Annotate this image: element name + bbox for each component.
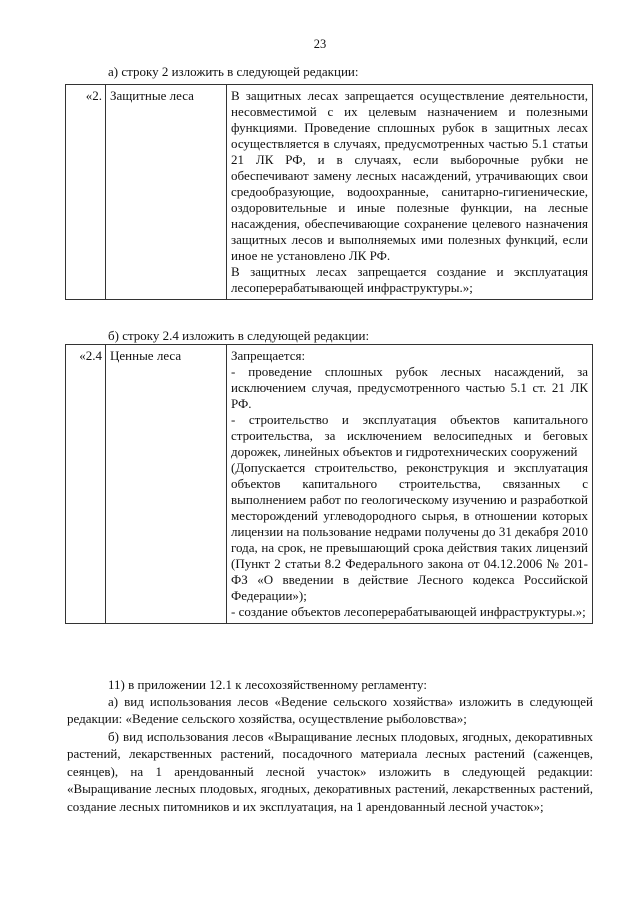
restrictions-heading: Запрещается: (231, 348, 306, 363)
table-row-2 (65, 84, 593, 300)
row-number: «2. (66, 85, 106, 300)
restrictions-cell (227, 85, 593, 300)
page-number: 23 (313, 37, 327, 51)
intro-row-2-4: б) строку 2.4 изложить в следующей редакции: (108, 328, 370, 343)
table-row (66, 85, 593, 300)
intro-row-2: а) строку 2 изложить в следующей редакции: (108, 64, 359, 79)
forest-category: Ценные леса (106, 345, 227, 624)
table-row (66, 345, 593, 624)
row-number: «2.4 (66, 345, 106, 624)
restriction-exception: (Допускается строительство, реконструкция и эксплуатация объектов капитального строительства, связанных с выполнением работ по геологическому изучению и разработкой месторождений углеводородного сырья, в отношении которых лицензии на пользование недрами получены до 31 декабря 2010 года, на срок, не превышающий срока действия таких лицензий (Пункт 2 статьи 8.2 Федерального закона от 04.12.2006 № 201-ФЗ «О введении в действие Лесного кодекса Российской Федерации»); (231, 460, 588, 603)
restriction-clear-cutting: - проведение сплошных рубок лесных насаждений, за исключением случая, предусмотренного частью 5.1 ст. 21 ЛК РФ. (231, 364, 588, 411)
paragraph-11-text: 11) в приложении 12.1 к лесохозяйственному регламенту: (108, 677, 427, 692)
restrictions-cell (227, 345, 593, 624)
paragraph-b (67, 728, 593, 815)
paragraph-b-text: б) вид использования лесов «Выращивание лесных плодовых, ягодных, декоративных растений, лекарственных растений, посадочного материала лесных растений (саженцев, сеянцев), на 1 арендованный лесной участок» изложить в следующей редакции: «Выращивание лесных плодовых, ягодных, декоративных растений, лекарственных растений, создание лесных питомников и их эксплуатация, на 1 арендованный лесной участок»; (67, 729, 593, 814)
paragraph-a-text: а) вид использования лесов «Ведение сельского хозяйства» изложить в следующей редакции: «Ведение сельского хозяйства, осуществление рыболовства»; (67, 694, 593, 727)
restrictions-paragraph-2: В защитных лесах запрещается создание и эксплуатация лесоперерабатывающей инфраструктуры.»; (231, 264, 588, 295)
restriction-construction: - строительство и эксплуатация объектов капитального строительства, за исключением велосипедных и беговых дорожек, линейных объектов и гидротехнических сооружений (231, 412, 588, 459)
table-row-2-4 (65, 344, 593, 624)
restrictions-paragraph-1: В защитных лесах запрещается осуществление деятельности, несовместимой с их целевым назначением и полезными функциями. Проведение сплошных рубок в защитных лесах осуществляется в случаях, предусмотренных частью 5.1 статьи 21 ЛК РФ, и в случаях, если выборочные рубки не обеспечивают замену лесных насаждений, утрачивающих свои средообразующие, водоохранные, санитарно-гигиенические, оздоровительные и иные полезные функции, на лесные насаждения, обеспечивающие сохранение целевого назначения защитных лесов и выполняемых ими полезных функций, если иное не установлено ЛК РФ. (231, 88, 588, 263)
paragraph-11 (67, 676, 593, 693)
restriction-infrastructure: - создание объектов лесоперерабатывающей инфраструктуры.»; (231, 604, 586, 619)
paragraph-a (67, 693, 593, 728)
forest-category: Защитные леса (106, 85, 227, 300)
